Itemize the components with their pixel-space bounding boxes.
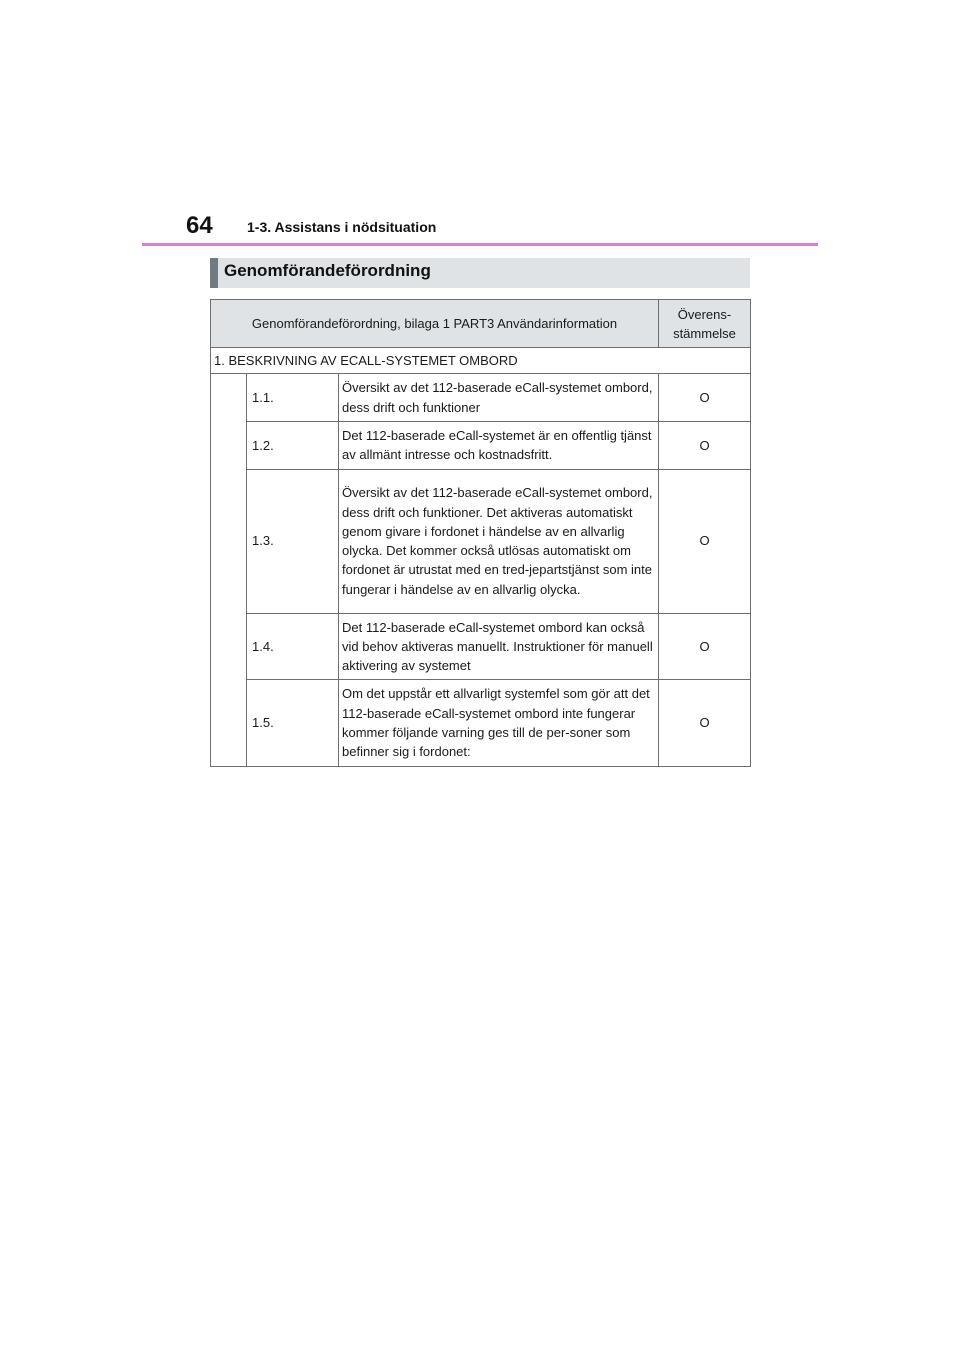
row-description: Det 112-baserade eCall-systemet är en offentlig tjänst av allmänt intresse och kostnadsfritt. xyxy=(339,422,659,470)
page-number: 64 xyxy=(186,212,213,239)
table-row xyxy=(211,613,751,680)
column-header-conformity xyxy=(659,300,751,348)
row-description: Om det uppstår ett allvarligt systemfel som gör att det 112-baserade eCall-systemet ombord inte fungerar kommer följande varning ges till de per-soner som befinner sig i fordonet: xyxy=(339,680,659,766)
regulation-table xyxy=(210,299,751,767)
section-row xyxy=(211,348,751,374)
column-header-regulation: Genomförandeförordning, bilaga 1 PART3 Användarinformation xyxy=(211,300,659,348)
row-conformity-mark: O xyxy=(659,613,751,680)
row-description: Det 112-baserade eCall-systemet ombord kan också vid behov aktiveras manuellt. Instruktioner för manuell aktivering av systemet xyxy=(339,613,659,680)
row-conformity-mark: O xyxy=(659,680,751,766)
table-row xyxy=(211,469,751,613)
topic-title: Genomförandeförordning xyxy=(224,261,431,280)
table-header-row xyxy=(211,300,751,348)
conformity-header-line2: stämmelse xyxy=(673,325,736,341)
header-divider xyxy=(142,243,818,246)
row-number: 1.5. xyxy=(247,680,339,766)
conformity-header-line1: Överens- xyxy=(677,306,732,322)
row-conformity-mark: O xyxy=(659,422,751,470)
indent-cell xyxy=(211,374,247,767)
row-conformity-mark: O xyxy=(659,469,751,613)
row-description: Översikt av det 112-baserade eCall-systemet ombord, dess drift och funktioner. Det aktiveras automatiskt genom givare i fordonet i händelse av en allvarlig olycka. Det kommer också utlösas automatiskt om fordonet är utrustat med en tred-jepartstjänst som inte fungerar i händelse av en allvarlig olycka. xyxy=(339,469,659,613)
topic-bar xyxy=(210,258,750,288)
table-row xyxy=(211,680,751,766)
row-description: Översikt av det 112-baserade eCall-systemet ombord, dess drift och funktioner xyxy=(339,374,659,422)
section-heading: 1-3. Assistans i nödsituation xyxy=(247,219,437,235)
row-number: 1.4. xyxy=(247,613,339,680)
row-number: 1.1. xyxy=(247,374,339,422)
row-number: 1.2. xyxy=(247,422,339,470)
table-row xyxy=(211,374,751,422)
section-title: 1. BESKRIVNING AV ECALL-SYSTEMET OMBORD xyxy=(211,348,751,374)
table-row xyxy=(211,422,751,470)
row-number: 1.3. xyxy=(247,469,339,613)
row-conformity-mark: O xyxy=(659,374,751,422)
